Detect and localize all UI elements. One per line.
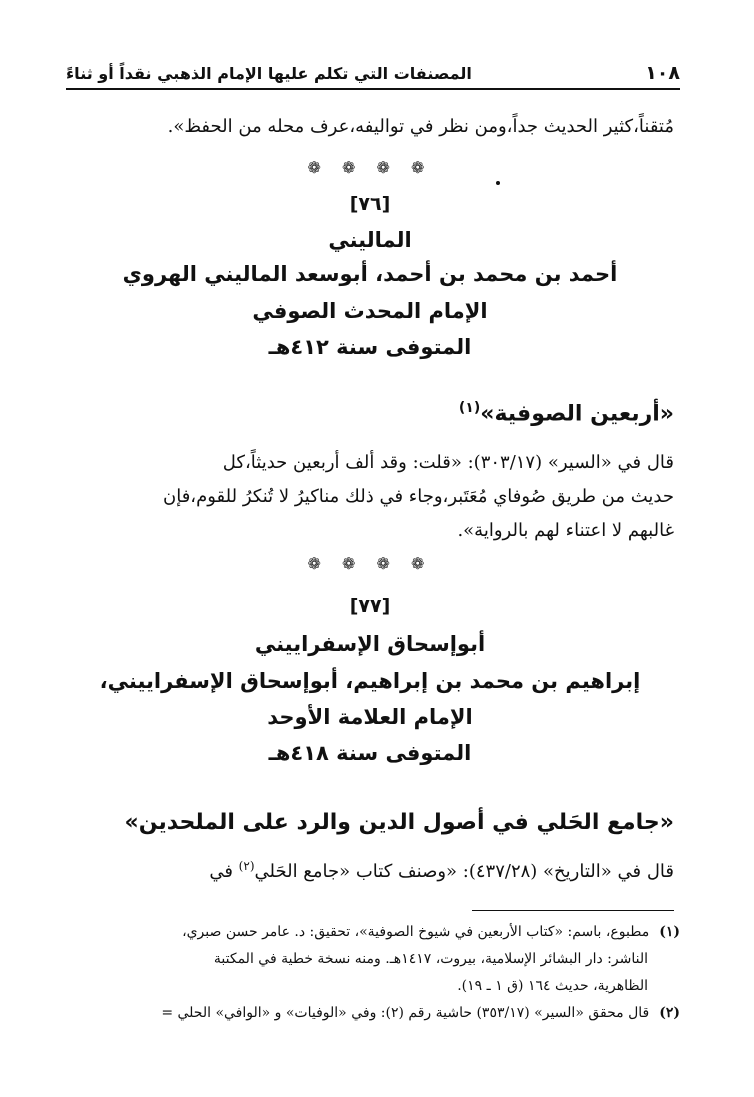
paragraph-line: غالبهم لا اعتناء لهم بالرواية». xyxy=(457,520,674,541)
footnote-line xyxy=(56,919,680,946)
footnote-ref-1[interactable]: (١) xyxy=(458,400,481,416)
entry-77-nisba: أبوإسحاق الإسفراييني xyxy=(254,632,486,656)
footnote-ref-2[interactable]: (٢) xyxy=(238,859,255,873)
footnote-line xyxy=(56,1000,680,1027)
running-title: المصنفات التي تكلم عليها الإمام الذهبي نقداً أو ثناءً xyxy=(66,64,472,83)
footnote-mark: (٢) xyxy=(659,1005,680,1021)
page-number: ١٠٨ xyxy=(645,62,680,84)
paragraph-line: حديث من طريق صُوفاي مُعَتَبر،وجاء في ذلك مناكيرُ لا تُنكرُ للقوم،فإن xyxy=(162,486,674,507)
footnote-2 xyxy=(56,1000,680,1027)
entry-76-number: [٧٦] xyxy=(349,193,391,215)
footnote-mark: (١) xyxy=(659,924,680,940)
intro-line: مُتقناً،كثير الحديث جداً،ومن نظر في تواليفه،عرف محله من الحفظ». xyxy=(167,116,674,137)
separator-ornament: ❁ ❁ ❁ ❁ xyxy=(307,554,433,573)
footnote-1 xyxy=(56,919,680,1000)
entry-76-book-title xyxy=(459,400,674,426)
paragraph-text: قال في «التاريخ» (٤٣٧/٢٨): «وصنف كتاب «جامع الحَلي xyxy=(254,861,674,882)
footnote-line: الناشر: دار البشائر الإسلامية، بيروت، ١٤١٧هـ. ومنه نسخة خطية في المكتبة xyxy=(213,951,648,967)
entry-77-title: الإمام العلامة الأوحد xyxy=(267,705,473,729)
entry-76-paragraph xyxy=(66,446,674,548)
book-title-text: «أربعين الصوفية» xyxy=(480,401,674,427)
entry-76-title: الإمام المحدث الصوفي xyxy=(252,299,488,323)
separator-ornament: ❁ ❁ ❁ ❁ xyxy=(307,158,433,177)
entry-77-number: [٧٧] xyxy=(349,595,391,617)
footnote-line: الظاهرية، حديث ١٦٤ (ق ١ ـ ١٩). xyxy=(457,978,648,994)
entry-76-nisba: الماليني xyxy=(328,228,412,252)
paragraph-text: في xyxy=(209,861,239,882)
ink-speck xyxy=(496,181,500,185)
footnote-text: مطبوع، باسم: «كتاب الأربعين في شيوخ الصوفية»، تحقيق: د. عامر حسن صبري، xyxy=(182,924,650,940)
entry-77-book-title: «جامع الحَلي في أصول الدين والرد على الملحدين» xyxy=(124,810,674,835)
footnote-text: قال محقق «السير» (٣٥٣/١٧) حاشية رقم (٢): وفي «الوفيات» و «الوافي» الحلي = xyxy=(161,1005,650,1021)
entry-77-death: المتوفى سنة ٤١٨هـ xyxy=(268,741,472,765)
entry-76-death: المتوفى سنة ٤١٢هـ xyxy=(268,335,472,359)
entry-77-paragraph xyxy=(66,849,674,889)
footnote-divider xyxy=(472,910,674,911)
entry-77-full-name: إبراهيم بن محمد بن إبراهيم، أبوإسحاق الإسفراييني، xyxy=(99,669,641,693)
entry-76-full-name: أحمد بن محمد بن أحمد، أبوسعد الماليني الهروي xyxy=(122,262,618,286)
paragraph-line: قال في «السير» (٣٠٣/١٧): «قلت: وقد ألف أربعين حديثاً،كل xyxy=(222,452,674,473)
page-header xyxy=(66,58,680,90)
